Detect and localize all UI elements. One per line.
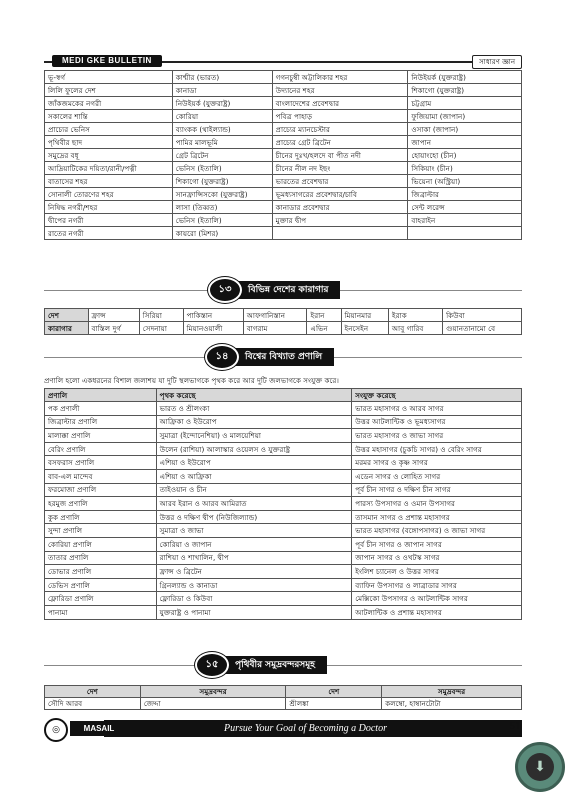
table-cell: উদ্যানের শহর: [272, 84, 408, 97]
country-cell: ইরাক: [388, 309, 442, 322]
country-cell: ইরান: [307, 309, 341, 322]
table-row: [45, 201, 522, 214]
table-cell: পক প্রণালী: [45, 402, 157, 416]
table-cell: নিষিদ্ধ নগরী/শহর: [45, 201, 173, 214]
table-cell: সকালের শান্তি: [45, 110, 173, 123]
table-row: [45, 322, 522, 335]
table-cell: বাংলাদেশের প্রবেশদ্বার: [272, 97, 408, 110]
table-row: [45, 551, 522, 565]
table-cell: রাশিয়া ও শাখালিন, দ্বীপ: [156, 551, 352, 565]
table-row: [45, 309, 522, 322]
table-cell: লাসা (তিব্বত): [172, 201, 272, 214]
table-cell: শ্রীলঙ্কা: [286, 698, 382, 710]
section-title: পৃথিবীর সমুদ্রবন্দরসমূহ: [219, 656, 327, 674]
table-cell: দ্বীপের নগরী: [45, 214, 173, 227]
table-cell: মরমর সাগর ও কৃষ্ণ সাগর: [352, 456, 522, 470]
table-row: [45, 605, 522, 619]
table-cell: উলেন (রাশিয়া) আলাস্কার ওয়েলস ও যুক্তরাষ্ট্র: [156, 442, 352, 456]
table-cell: বেরিং প্রণালি: [45, 442, 157, 456]
table-header-row: [45, 389, 522, 402]
table-cell: কায়রো (মিশর): [172, 227, 272, 240]
table-cell: প্রাচ্যের ভেনিস: [45, 123, 173, 136]
footer-slogan: Pursue Your Goal of Becoming a Doctor: [224, 723, 387, 734]
table-cell: বাতাসের শহর: [45, 175, 173, 188]
table-cell: ডোভার প্রণালি: [45, 565, 157, 579]
table-row: [45, 149, 522, 162]
table-cell: নিউইয়র্ক (যুক্তরাষ্ট্র): [408, 71, 522, 84]
section-title: বিভিন্ন দেশের কারাগার: [232, 281, 340, 299]
table-cell: আরব ইরান ও আরব আমিরাত: [156, 497, 352, 511]
table-cell: জাপান সাগর ও ওখটস্ক সাগর: [352, 551, 522, 565]
bulletin-header: [44, 55, 522, 69]
section-13-banner: [208, 279, 340, 301]
table-cell: ফ্লোরিডা ও কিউবা: [156, 592, 352, 606]
table-cell: কাশ্মীর (ভারত): [172, 71, 272, 84]
table-cell: আদ্রিয়াটিকের দয়িতা/রানী/পত্নী: [45, 162, 173, 175]
table-row: [45, 415, 522, 429]
table-cell: মুক্তার দ্বীপ: [272, 214, 408, 227]
straits-intro: প্রণালি হলো একধরনের বিশাল জলাশয় যা দুটি স্থলভাগকে পৃথক করে আর দুটি জলভাগকে সংযুক্ত করে।: [44, 376, 339, 385]
table-cell: নিউইয়র্ক (যুক্তরাষ্ট্র): [172, 97, 272, 110]
table-row: [45, 510, 522, 524]
country-cell: সিরিয়া: [139, 309, 183, 322]
table-cell: জাপান: [408, 136, 522, 149]
table-cell: সৌদি আরব: [45, 698, 141, 710]
table-row: [45, 175, 522, 188]
table-row: [45, 71, 522, 84]
table-cell: রাতের নগরী: [45, 227, 173, 240]
section-number: ১৩: [208, 277, 242, 303]
prison-cell: গুয়ানতানামো বে: [443, 322, 522, 335]
table-cell: এশিয়া ও আফ্রিকা: [156, 469, 352, 483]
table-cell: পারস্য উপসাগর ও ওমান উপসাগর: [352, 497, 522, 511]
table-cell: জিব্রাল্টার প্রণালি: [45, 415, 157, 429]
table-cell: এশিয়া ও ইউরোপ: [156, 456, 352, 470]
table-cell: বসফরাস প্রণালি: [45, 456, 157, 470]
row-label: দেশ: [45, 309, 89, 322]
download-icon: ⬇: [526, 753, 554, 781]
table-cell: [272, 227, 408, 240]
ports-table: [44, 685, 522, 710]
table-cell: ভূ-স্বর্গ: [45, 71, 173, 84]
section-title: বিশ্বের বিখ্যাত প্রণালি: [229, 348, 334, 366]
table-cell: ব্যাফিন উপসাগর ও লাব্রাডার সাগর: [352, 578, 522, 592]
table-cell: শিকাগো (যুক্তরাষ্ট্র): [172, 175, 272, 188]
table-cell: ভূমধ্যসাগরের প্রবেশদ্বার/চাবি: [272, 188, 408, 201]
section-tag: সাধারণ জ্ঞান: [472, 55, 522, 69]
table-cell: কোরিয়া ও জাপান: [156, 537, 352, 551]
table-row: [45, 442, 522, 456]
country-cell: ফ্রান্স: [88, 309, 139, 322]
table-row: [45, 227, 522, 240]
table-cell: কানাডা: [172, 84, 272, 97]
table-cell: গগনচুম্বী অট্টালিকার শহর: [272, 71, 408, 84]
prison-cell: সেদনায়া: [139, 322, 183, 335]
country-cell: পাকিস্তান: [183, 309, 243, 322]
table-cell: সুন্দা প্রণালি: [45, 524, 157, 538]
footer: [44, 718, 522, 740]
country-cell: আফগানিস্তান: [243, 309, 307, 322]
table-cell: ভারত মহাসাগর ও জাভা সাগর: [352, 429, 522, 443]
country-cell: মিয়ানমার: [341, 309, 388, 322]
table-row: [45, 84, 522, 97]
table-row: [45, 469, 522, 483]
table-cell: কুক প্রণালি: [45, 510, 157, 524]
table-cell: গ্রিনল্যান্ড ও কানাডা: [156, 578, 352, 592]
section-number: ১৪: [205, 344, 239, 370]
table-row: [45, 123, 522, 136]
table-row: [45, 592, 522, 606]
prison-cell: মিয়ানওয়ালী: [183, 322, 243, 335]
table-row: [45, 537, 522, 551]
table-row: [45, 136, 522, 149]
table-cell: সমুদ্রের বধূ: [45, 149, 173, 162]
section-15-banner: [195, 654, 327, 676]
table-cell: ভিয়েনা (অস্ট্রিয়া): [408, 175, 522, 188]
table-header-row: [45, 686, 522, 698]
table-cell: প্রাচ্যের ম্যানচেস্টার: [272, 123, 408, 136]
table-cell: লিলি ফুলের দেশ: [45, 84, 173, 97]
table-cell: [408, 227, 522, 240]
table-cell: কোরিয়া প্রণালি: [45, 537, 157, 551]
section-number: ১৫: [195, 652, 229, 678]
table-cell: মেক্সিকো উপসাগর ও আটলান্টিক সাগর: [352, 592, 522, 606]
table-cell: ডেভিস প্রণালি: [45, 578, 157, 592]
table-cell: ওসাকা (জাপান): [408, 123, 522, 136]
table-cell: চট্টগ্রাম: [408, 97, 522, 110]
table-row: [45, 456, 522, 470]
table-cell: উত্তর ও দক্ষিণ দ্বীপ (নিউজিল্যান্ড): [156, 510, 352, 524]
table-cell: পামির মালভূমি: [172, 136, 272, 149]
table-row: [45, 698, 522, 710]
table-cell: তাতার প্রণালি: [45, 551, 157, 565]
table-cell: ভারতের প্রবেশদ্বার: [272, 175, 408, 188]
column-header: সংযুক্ত করেছে: [352, 389, 522, 402]
table-cell: চীনের নীল নদ ইছং: [272, 162, 408, 175]
table-cell: জিব্রাল্টার: [408, 188, 522, 201]
table-cell: এডেন সাগর ও লোহিত সাগর: [352, 469, 522, 483]
app-badge-icon[interactable]: [515, 742, 565, 792]
table-row: [45, 524, 522, 538]
column-header: দেশ: [45, 686, 141, 698]
table-cell: হরমুজ প্রণালি: [45, 497, 157, 511]
table-cell: ভেনিস (ইতালি): [172, 214, 272, 227]
table-row: [45, 429, 522, 443]
table-cell: বাহরাইন: [408, 214, 522, 227]
table-row: [45, 565, 522, 579]
section-14-banner: [205, 346, 334, 368]
prison-cell: এভিন: [307, 322, 341, 335]
table-cell: পূর্ব চীন সাগর ও জাপান সাগর: [352, 537, 522, 551]
table-row: [45, 497, 522, 511]
table-cell: ভেনিস (ইতালি): [172, 162, 272, 175]
brand-name: MASAIL: [70, 721, 128, 736]
table-cell: পূর্ব চীন সাগর ও দক্ষিণ চীন সাগর: [352, 483, 522, 497]
prison-cell: বাগরাম: [243, 322, 307, 335]
table-cell: যুক্তরাষ্ট্র ও পানামা: [156, 605, 352, 619]
table-cell: উত্তর আটলান্টিক ও ভূমধ্যসাগর: [352, 415, 522, 429]
table-cell: ইংলিশ চ্যানেল ও উত্তর সাগর: [352, 565, 522, 579]
table-row: [45, 110, 522, 123]
table-cell: ব্যাংকক (থাইল্যান্ড): [172, 123, 272, 136]
column-header: পৃথক করেছে: [156, 389, 352, 402]
prisons-table: [44, 308, 522, 335]
table-cell: তাসমান সাগর ও প্রশান্ত মহাসাগর: [352, 510, 522, 524]
nicknames-table: [44, 70, 522, 240]
table-cell: জাঁকজমকের নগরী: [45, 97, 173, 110]
table-row: [45, 578, 522, 592]
column-header: প্রণালি: [45, 389, 157, 402]
table-row: [45, 402, 522, 416]
prison-cell: বাস্তিল দুর্গ: [88, 322, 139, 335]
table-cell: হোয়াংহো (চীন): [408, 149, 522, 162]
table-cell: উত্তর মহাসাগর (চুকচি সাগর) ও বেরিং সাগর: [352, 442, 522, 456]
column-header: দেশ: [286, 686, 382, 698]
table-cell: কলম্বো, হাম্বানটোটা: [382, 698, 522, 710]
prison-cell: আবু গারিব: [388, 322, 442, 335]
table-cell: কোরিয়া: [172, 110, 272, 123]
table-cell: তাইওয়ান ও চীন: [156, 483, 352, 497]
prison-cell: ইনসেইন: [341, 322, 388, 335]
table-cell: প্রাচ্যের গ্রেট ব্রিটেন: [272, 136, 408, 149]
table-cell: সানফ্রান্সিসকো (যুক্তরাষ্ট্র): [172, 188, 272, 201]
table-row: [45, 162, 522, 175]
table-cell: সিকিয়াং (চীন): [408, 162, 522, 175]
table-cell: পবিত্র পাহাড়: [272, 110, 408, 123]
table-cell: সেন্ট লরেন্স: [408, 201, 522, 214]
table-cell: আফ্রিকা ও ইউরোপ: [156, 415, 352, 429]
column-header: সমুদ্রবন্দর: [382, 686, 522, 698]
table-row: [45, 97, 522, 110]
table-cell: ভারত মহাসাগর (বঙ্গোপসাগর) ও জাভা সাগর: [352, 524, 522, 538]
bulletin-badge: MEDI GKE BULLETIN: [52, 55, 162, 67]
table-cell: বাব-এল মান্দেব: [45, 469, 157, 483]
table-cell: কানাডার প্রবেশদ্বার: [272, 201, 408, 214]
table-cell: ফ্রান্স ও ব্রিটেন: [156, 565, 352, 579]
table-cell: জেদ্দা: [140, 698, 286, 710]
table-row: [45, 214, 522, 227]
straits-table: [44, 388, 522, 620]
table-cell: আটলান্টিক ও প্রশান্ত মহাসাগর: [352, 605, 522, 619]
table-cell: ফুজিয়ামা (জাপান): [408, 110, 522, 123]
table-cell: সুমাত্রা (ইন্দোনেশিয়া) ও মালয়েশিয়া: [156, 429, 352, 443]
table-row: [45, 483, 522, 497]
table-cell: সোনালী তোরণের শহর: [45, 188, 173, 201]
table-cell: মালাক্কা প্রণালি: [45, 429, 157, 443]
table-cell: শিকাগো (যুক্তরাষ্ট্র): [408, 84, 522, 97]
table-cell: ভারত মহাসাগর ও আরব সাগর: [352, 402, 522, 416]
table-cell: ফ্লোরিডা প্রণালি: [45, 592, 157, 606]
table-cell: চীনের দুঃখ/হলদে বা পীত নদী: [272, 149, 408, 162]
row-label: কারাগার: [45, 322, 89, 335]
table-cell: গ্রেট ব্রিটেন: [172, 149, 272, 162]
table-cell: পানামা: [45, 605, 157, 619]
page-number: 51: [510, 721, 520, 732]
column-header: সমুদ্রবন্দর: [140, 686, 286, 698]
table-row: [45, 188, 522, 201]
table-cell: ভারত ও শ্রীলংকা: [156, 402, 352, 416]
table-cell: সুমাত্রা ও জাভা: [156, 524, 352, 538]
country-cell: কিউবা: [443, 309, 522, 322]
table-cell: পৃথিবীর ছাদ: [45, 136, 173, 149]
brand-logo-icon: ◎: [44, 718, 68, 742]
table-cell: ফরমোজা প্রণালি: [45, 483, 157, 497]
